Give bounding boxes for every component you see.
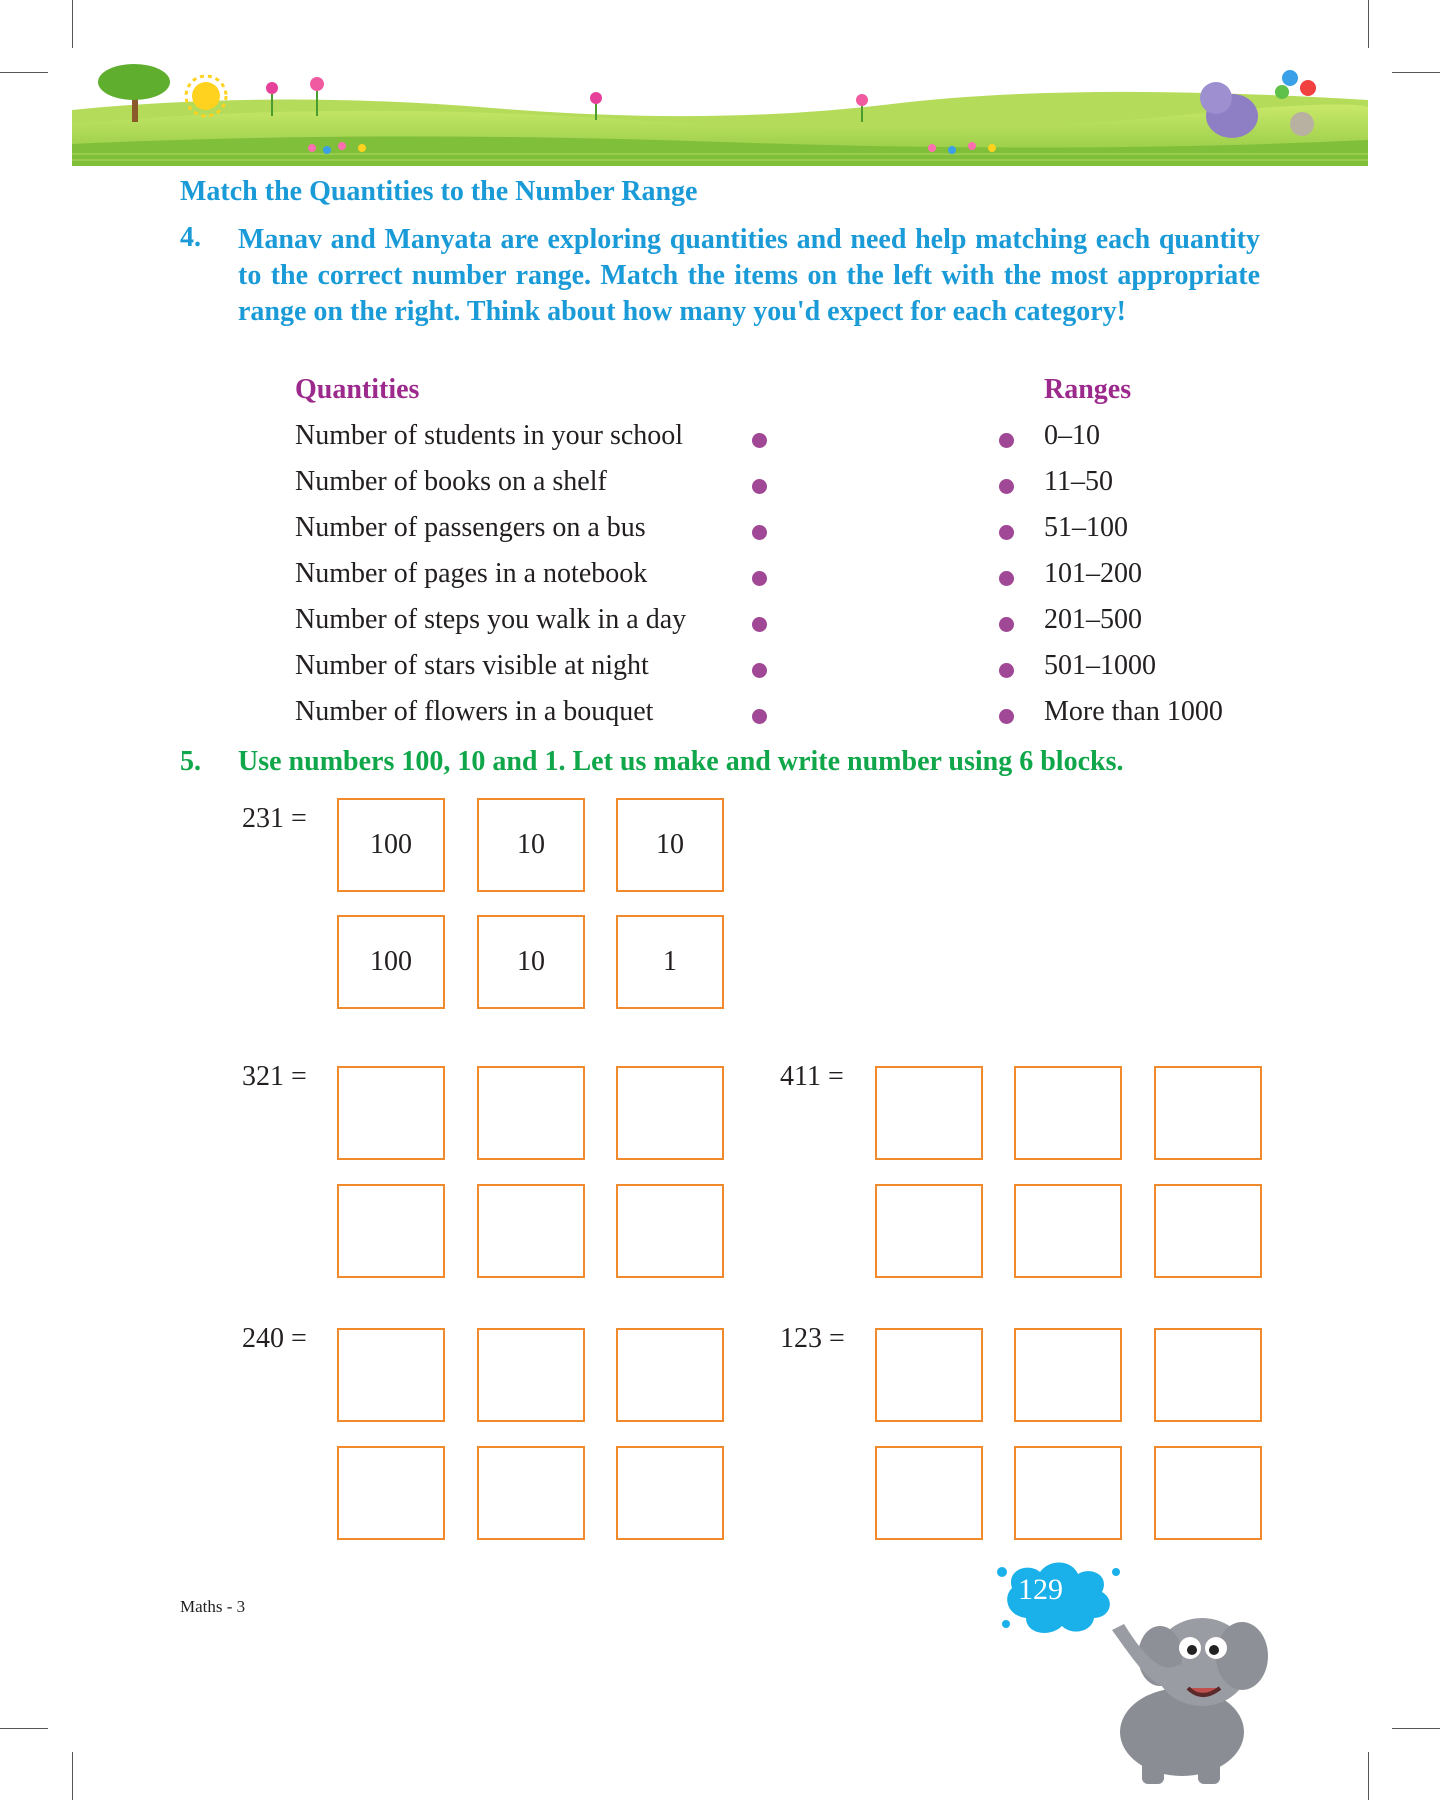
section-title: Match the Quantities to the Number Range bbox=[180, 176, 698, 207]
range-match-dot[interactable] bbox=[999, 709, 1014, 724]
range-item: More than 1000 bbox=[1044, 696, 1223, 727]
crop-mark bbox=[1392, 72, 1440, 73]
question-5-number: 5. bbox=[180, 746, 201, 777]
exercise-number-label: 123 = bbox=[780, 1323, 845, 1354]
answer-block[interactable] bbox=[616, 1066, 724, 1160]
page-number: 129 bbox=[1018, 1573, 1063, 1606]
exercise-number-label: 411 = bbox=[780, 1061, 844, 1092]
ranges-heading: Ranges bbox=[1044, 374, 1132, 405]
answer-block[interactable] bbox=[337, 1328, 445, 1422]
crop-mark bbox=[72, 1752, 73, 1800]
example-block: 100 bbox=[337, 798, 445, 892]
answer-block[interactable] bbox=[477, 1066, 585, 1160]
quantity-item: Number of stars visible at night bbox=[295, 650, 649, 681]
quantities-heading: Quantities bbox=[295, 374, 420, 405]
quantity-item: Number of books on a shelf bbox=[295, 466, 607, 497]
quantity-match-dot[interactable] bbox=[752, 571, 767, 586]
crop-mark bbox=[1368, 1752, 1369, 1800]
answer-block[interactable] bbox=[477, 1184, 585, 1278]
range-item: 101–200 bbox=[1044, 558, 1142, 589]
range-match-dot[interactable] bbox=[999, 663, 1014, 678]
answer-block[interactable] bbox=[337, 1184, 445, 1278]
quantity-item: Number of pages in a notebook bbox=[295, 558, 648, 589]
footer-label: Maths - 3 bbox=[180, 1597, 246, 1616]
range-item: 51–100 bbox=[1044, 512, 1128, 543]
answer-block[interactable] bbox=[1014, 1184, 1122, 1278]
example-block: 1 bbox=[616, 915, 724, 1009]
exercise-number-label: 321 = bbox=[242, 1061, 307, 1092]
question-4-number: 4. bbox=[180, 222, 201, 253]
question-5-text: Use numbers 100, 10 and 1. Let us make and write number using 6 blocks. bbox=[238, 746, 1124, 777]
example-block: 100 bbox=[337, 915, 445, 1009]
quantity-item: Number of students in your school bbox=[295, 420, 684, 451]
answer-block[interactable] bbox=[1154, 1328, 1262, 1422]
answer-block[interactable] bbox=[616, 1328, 724, 1422]
quantity-match-dot[interactable] bbox=[752, 617, 767, 632]
example-number-label: 231 = bbox=[242, 803, 307, 834]
range-item: 11–50 bbox=[1044, 466, 1113, 497]
example-block: 10 bbox=[477, 915, 585, 1009]
answer-block[interactable] bbox=[875, 1066, 983, 1160]
quantity-item: Number of passengers on a bus bbox=[295, 512, 646, 543]
answer-block[interactable] bbox=[337, 1446, 445, 1540]
crop-mark bbox=[0, 72, 48, 73]
answer-block[interactable] bbox=[616, 1184, 724, 1278]
range-item: 0–10 bbox=[1044, 420, 1100, 451]
range-match-dot[interactable] bbox=[999, 617, 1014, 632]
range-item: 501–1000 bbox=[1044, 650, 1156, 681]
quantity-match-dot[interactable] bbox=[752, 479, 767, 494]
quantity-item: Number of steps you walk in a day bbox=[295, 604, 687, 635]
range-match-dot[interactable] bbox=[999, 479, 1014, 494]
crop-mark bbox=[1392, 1728, 1440, 1729]
answer-block[interactable] bbox=[875, 1184, 983, 1278]
range-match-dot[interactable] bbox=[999, 571, 1014, 586]
meadow-banner bbox=[72, 60, 1368, 166]
answer-block[interactable] bbox=[477, 1446, 585, 1540]
answer-block[interactable] bbox=[875, 1446, 983, 1540]
answer-block[interactable] bbox=[337, 1066, 445, 1160]
quantity-match-dot[interactable] bbox=[752, 663, 767, 678]
quantity-match-dot[interactable] bbox=[752, 525, 767, 540]
quantity-match-dot[interactable] bbox=[752, 709, 767, 724]
answer-block[interactable] bbox=[477, 1328, 585, 1422]
example-block: 10 bbox=[616, 798, 724, 892]
exercise-number-label: 240 = bbox=[242, 1323, 307, 1354]
answer-block[interactable] bbox=[1154, 1066, 1262, 1160]
range-match-dot[interactable] bbox=[999, 433, 1014, 448]
quantity-match-dot[interactable] bbox=[752, 433, 767, 448]
answer-block[interactable] bbox=[1154, 1446, 1262, 1540]
crop-mark bbox=[0, 1728, 48, 1729]
quantity-item: Number of flowers in a bouquet bbox=[295, 696, 654, 727]
range-match-dot[interactable] bbox=[999, 525, 1014, 540]
crop-mark bbox=[1368, 0, 1369, 48]
answer-block[interactable] bbox=[875, 1328, 983, 1422]
crop-mark bbox=[72, 0, 73, 48]
answer-block[interactable] bbox=[616, 1446, 724, 1540]
answer-block[interactable] bbox=[1014, 1066, 1122, 1160]
answer-block[interactable] bbox=[1014, 1328, 1122, 1422]
example-block: 10 bbox=[477, 798, 585, 892]
answer-block[interactable] bbox=[1154, 1184, 1262, 1278]
question-4-text: Manav and Manyata are exploring quantities and need help matching each quantity to the correct number range. Match the items on the left with the most appropriate range on the right. Think about how many you'd expect for each category! bbox=[238, 224, 1260, 327]
answer-block[interactable] bbox=[1014, 1446, 1122, 1540]
range-item: 201–500 bbox=[1044, 604, 1142, 635]
